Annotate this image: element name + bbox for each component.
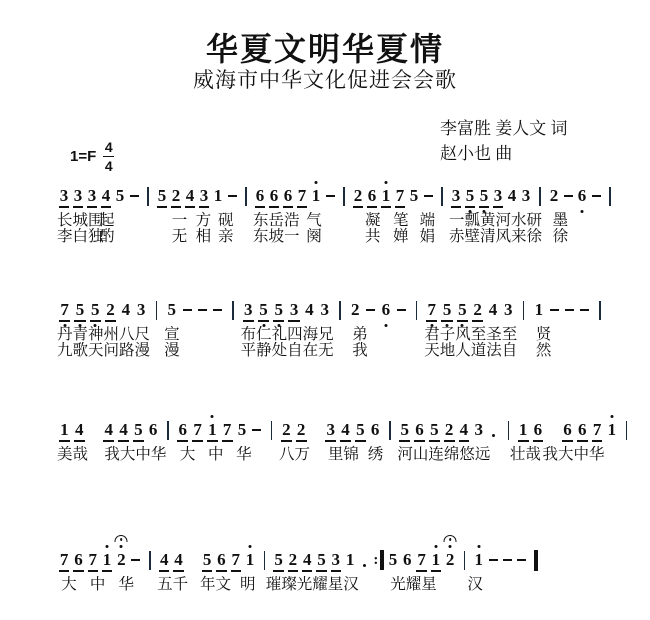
note-7: 7 [229, 550, 243, 570]
spacer [309, 420, 324, 440]
note-4: 4 [338, 420, 353, 440]
note-3: 3 [71, 186, 85, 206]
lyric-text: 长城围 [57, 212, 104, 229]
lyric-text: 天地人道法自 [424, 342, 518, 359]
note-5: 5 [271, 300, 286, 320]
barline-icon [239, 186, 253, 206]
note-3: 3 [197, 186, 211, 206]
note-3: 3 [241, 300, 256, 320]
notation-row [57, 550, 543, 570]
note-6: 6 [560, 420, 575, 440]
note-5: 5 [314, 550, 328, 570]
note-5: 5 [88, 300, 103, 320]
lyric-text: 我 [352, 342, 368, 359]
lyric-text: 中 [207, 446, 224, 463]
barline-icon [257, 550, 271, 570]
barline-icon [435, 186, 449, 206]
notation-row [57, 300, 608, 320]
note-5: 5 [439, 300, 454, 320]
note-7: 7 [393, 186, 407, 206]
note-3: 3 [521, 186, 531, 205]
note-6: 6 [281, 186, 295, 206]
lyric-text: 无 [171, 228, 188, 245]
note-7: 7 [414, 550, 428, 570]
note-5: 5 [72, 300, 87, 320]
note-6: 6 [175, 420, 190, 440]
note-6: 6 [378, 300, 393, 320]
note-1: 1 [472, 550, 486, 570]
note-5: 5 [388, 550, 398, 569]
lyric-text: 华 [236, 446, 252, 463]
note-2: 2 [549, 186, 559, 205]
note-5: 5 [115, 186, 125, 205]
lyric-text: 李白独 [57, 228, 104, 245]
note-6: 6 [71, 550, 85, 570]
extension-dash [179, 300, 194, 320]
lyric-text: 璀璨光耀星汉 [265, 576, 359, 593]
note-3: 3 [57, 186, 71, 206]
lyric-text: 漫 [164, 342, 180, 359]
lyric-text: 墨 [552, 212, 569, 229]
note-6: 6 [575, 186, 589, 206]
note-2: 2 [443, 550, 457, 570]
note-4: 4 [72, 420, 87, 440]
page-subtitle: 威海市中华文化促进会会歌 [193, 68, 457, 92]
note-7: 7 [86, 550, 100, 570]
note-4: 4 [507, 186, 517, 205]
lyric-text: 一 [171, 212, 188, 229]
lyric-text: 凝 [365, 212, 381, 229]
note-5: 5 [353, 420, 368, 440]
note-5: 5 [155, 186, 169, 206]
octave-dot-above [385, 181, 388, 184]
note-4: 4 [183, 186, 197, 206]
extension-dash [500, 550, 514, 570]
note-7: 7 [295, 186, 309, 206]
note-7: 7 [57, 300, 72, 320]
note-6: 6 [531, 420, 546, 440]
spacer [186, 550, 200, 570]
notation-row [57, 186, 617, 206]
octave-dot-above [106, 545, 109, 548]
lyric-text: 汉 [467, 576, 483, 593]
lyric-text: 起 [99, 212, 115, 229]
barline-icon [332, 300, 347, 320]
lyric-text: 然 [535, 342, 552, 359]
repeat-dots: : [373, 551, 379, 568]
lyric-text: 河山连绵悠远 [397, 446, 491, 463]
note-4: 4 [116, 420, 131, 440]
extension-dash [225, 186, 239, 206]
note-4: 4 [300, 550, 314, 570]
extension-dash [486, 550, 500, 570]
barline-icon [264, 420, 279, 440]
note-1: 1 [205, 420, 220, 440]
barline-icon [592, 300, 607, 320]
barline-icon [143, 550, 157, 570]
octave-dot-above [477, 545, 480, 548]
extension-dash [127, 186, 141, 206]
note-4: 4 [488, 300, 498, 319]
barline-icon [149, 300, 164, 320]
repeat-end-barline-icon [372, 550, 386, 570]
note-3: 3 [491, 186, 505, 206]
note-6: 6 [370, 420, 380, 439]
lyric-text: 平静处自在无 [240, 342, 334, 359]
note-4: 4 [305, 300, 314, 319]
barline-icon [161, 420, 176, 440]
barline-icon [457, 550, 471, 570]
note-6: 6 [148, 420, 158, 439]
music-system-3 [57, 420, 650, 490]
note-5: 5 [271, 550, 285, 570]
note-2: 2 [470, 300, 485, 320]
extension-dash [577, 300, 592, 320]
note-5: 5 [131, 420, 146, 440]
octave-dot-above [211, 415, 214, 418]
lyric-text: 我大中华 [542, 446, 605, 463]
lyric-text: 年文 [200, 576, 232, 593]
lyric-text: 大 [61, 576, 77, 593]
note-6: 6 [575, 420, 590, 440]
note-6: 6 [412, 420, 427, 440]
lyric-text: 东坡一 [253, 228, 300, 245]
note-4: 4 [171, 550, 185, 570]
note-7: 7 [190, 420, 205, 440]
extension-dash [561, 186, 575, 206]
lyric-text: 弟 [352, 326, 368, 343]
lyric-text: 相 [195, 228, 212, 245]
augmentation-dot [357, 550, 371, 570]
note-5: 5 [455, 300, 470, 320]
barline-icon [141, 186, 155, 206]
barline-icon [603, 186, 617, 206]
note-7: 7 [220, 420, 235, 440]
note-1: 1 [345, 550, 355, 569]
spacer [87, 420, 102, 440]
note-3: 3 [323, 420, 338, 440]
note-2: 2 [279, 420, 294, 440]
note-6: 6 [403, 550, 412, 569]
lyric-text: 阕 [306, 228, 322, 245]
fermata-icon [115, 535, 128, 542]
note-5: 5 [397, 420, 412, 440]
barline-icon [533, 186, 547, 206]
extension-dash [394, 300, 409, 320]
lyric-text: 布仁礼四海兄 [240, 326, 334, 343]
page-title: 华夏文明华夏情 [205, 31, 444, 67]
note-2: 2 [169, 186, 183, 206]
spacer [545, 420, 560, 440]
extension-dash [210, 300, 225, 320]
extension-dash [547, 300, 562, 320]
fermata-icon [444, 535, 457, 542]
extension-dash [249, 420, 264, 440]
barline-icon [619, 420, 634, 440]
note-6: 6 [214, 550, 228, 570]
note-4: 4 [121, 300, 131, 319]
note-1: 1 [379, 186, 393, 206]
note-3: 3 [136, 300, 146, 319]
note-1: 1 [534, 300, 544, 319]
note-5: 5 [427, 420, 442, 440]
lyric-text: 婵 [393, 228, 409, 245]
lyric-text: 大 [179, 446, 196, 463]
octave-dot-below [581, 210, 584, 213]
lyric-text: 宣 [164, 326, 180, 343]
note-5: 5 [256, 300, 271, 320]
extension-dash [515, 550, 529, 570]
lyricists-credit: 李富胜 姜人文 词 [440, 119, 568, 138]
barline-icon [383, 420, 398, 440]
note-7: 7 [424, 300, 439, 320]
note-5: 5 [463, 186, 477, 206]
note-1: 1 [516, 420, 531, 440]
note-6: 6 [365, 186, 379, 206]
lyric-text: 共 [365, 228, 381, 245]
barline-icon [337, 186, 351, 206]
note-4: 4 [457, 420, 472, 440]
note-3: 3 [449, 186, 463, 206]
note-7: 7 [57, 550, 71, 570]
note-7: 7 [590, 420, 605, 440]
note-1: 1 [213, 186, 223, 205]
lyric-text: 方 [195, 212, 212, 229]
octave-dot-above [315, 181, 318, 184]
note-3: 3 [85, 186, 99, 206]
extension-dash [363, 300, 378, 320]
lyric-text: 亲 [218, 228, 234, 245]
lyric-text: 酌 [99, 228, 115, 245]
extension-dash [421, 186, 435, 206]
barline-icon [225, 300, 240, 320]
lyric-text: 八万 [279, 446, 311, 463]
note-6: 6 [253, 186, 267, 206]
note-5: 5 [237, 420, 247, 439]
note-3: 3 [504, 300, 513, 319]
key-label: 1=F [70, 147, 97, 165]
note-2: 2 [103, 300, 118, 320]
lyric-text: 绣 [367, 446, 384, 463]
lyric-text: 光耀星 [390, 576, 437, 593]
note-5: 5 [167, 300, 176, 319]
note-2: 2 [114, 550, 128, 570]
note-4: 4 [101, 420, 116, 440]
lyric-text: 五千 [157, 576, 189, 593]
note-3: 3 [286, 300, 301, 320]
music-system-1 [57, 186, 650, 256]
note-4: 4 [99, 186, 113, 206]
note-2: 2 [442, 420, 457, 440]
lyric-text: 娟 [419, 228, 436, 245]
lyric-text: 气 [306, 212, 322, 229]
thick-barline [380, 550, 384, 570]
lyric-text: 里锦 [327, 446, 359, 463]
lyric-text: 东岳浩 [253, 212, 300, 229]
music-system-2 [57, 300, 650, 370]
lyric-text: 贤 [535, 326, 552, 343]
note-1: 1 [604, 420, 619, 440]
note-1: 1 [429, 550, 443, 570]
note-1: 1 [57, 420, 72, 440]
lyric-text: 我大中华 [104, 446, 167, 463]
note-5: 5 [409, 186, 419, 205]
octave-dot-below [384, 324, 387, 327]
lyric-text: 君子风至圣至 [424, 326, 518, 343]
octave-dot-above [120, 545, 123, 548]
note-2: 2 [294, 420, 309, 440]
octave-dot-above [434, 545, 437, 548]
note-5: 5 [200, 550, 214, 570]
extension-dash [323, 186, 337, 206]
composer-credit: 赵小也 曲 [440, 144, 513, 163]
lyric-text: 明 [240, 576, 256, 593]
barline-icon [501, 420, 516, 440]
note-5: 5 [477, 186, 491, 206]
note-4: 4 [157, 550, 171, 570]
note-3: 3 [474, 420, 483, 439]
extension-dash [128, 550, 142, 570]
note-2: 2 [351, 186, 365, 206]
final-barline-icon [529, 550, 543, 570]
lyric-text: 华 [118, 576, 134, 593]
lyric-text: 壮哉 [509, 446, 541, 463]
barline-icon [409, 300, 424, 320]
octave-dot-above [449, 545, 452, 548]
time-denominator: 4 [104, 157, 113, 174]
note-3: 3 [329, 550, 343, 570]
lyric-text: 九歌天问路漫 [57, 342, 151, 359]
extension-dash [195, 300, 210, 320]
lyric-text: 一瓢黄河水研 [449, 212, 543, 229]
music-system-4 [57, 550, 650, 620]
lyric-text: 徐 [552, 228, 569, 245]
note-2: 2 [286, 550, 300, 570]
lyric-text: 丹青神州八尺 [57, 326, 151, 343]
octave-dot-above [249, 545, 252, 548]
extension-dash [562, 300, 577, 320]
notation-row [57, 420, 634, 440]
lyric-text: 美哉 [57, 446, 89, 463]
augmentation-dot [486, 420, 501, 440]
note-2: 2 [351, 300, 360, 319]
note-1: 1 [309, 186, 323, 206]
lyric-text: 中 [89, 576, 106, 593]
note-1: 1 [100, 550, 114, 570]
note-6: 6 [267, 186, 281, 206]
extension-dash [589, 186, 603, 206]
note-1: 1 [243, 550, 257, 570]
octave-dot-above [610, 415, 613, 418]
barline-icon [516, 300, 531, 320]
lyric-text: 笔 [393, 212, 409, 229]
note-3: 3 [320, 300, 329, 319]
lyric-text: 赤壁清风来徐 [449, 228, 543, 245]
lyric-text: 砚 [218, 212, 234, 229]
lyric-text: 端 [419, 212, 436, 229]
time-numerator: 4 [104, 139, 113, 155]
